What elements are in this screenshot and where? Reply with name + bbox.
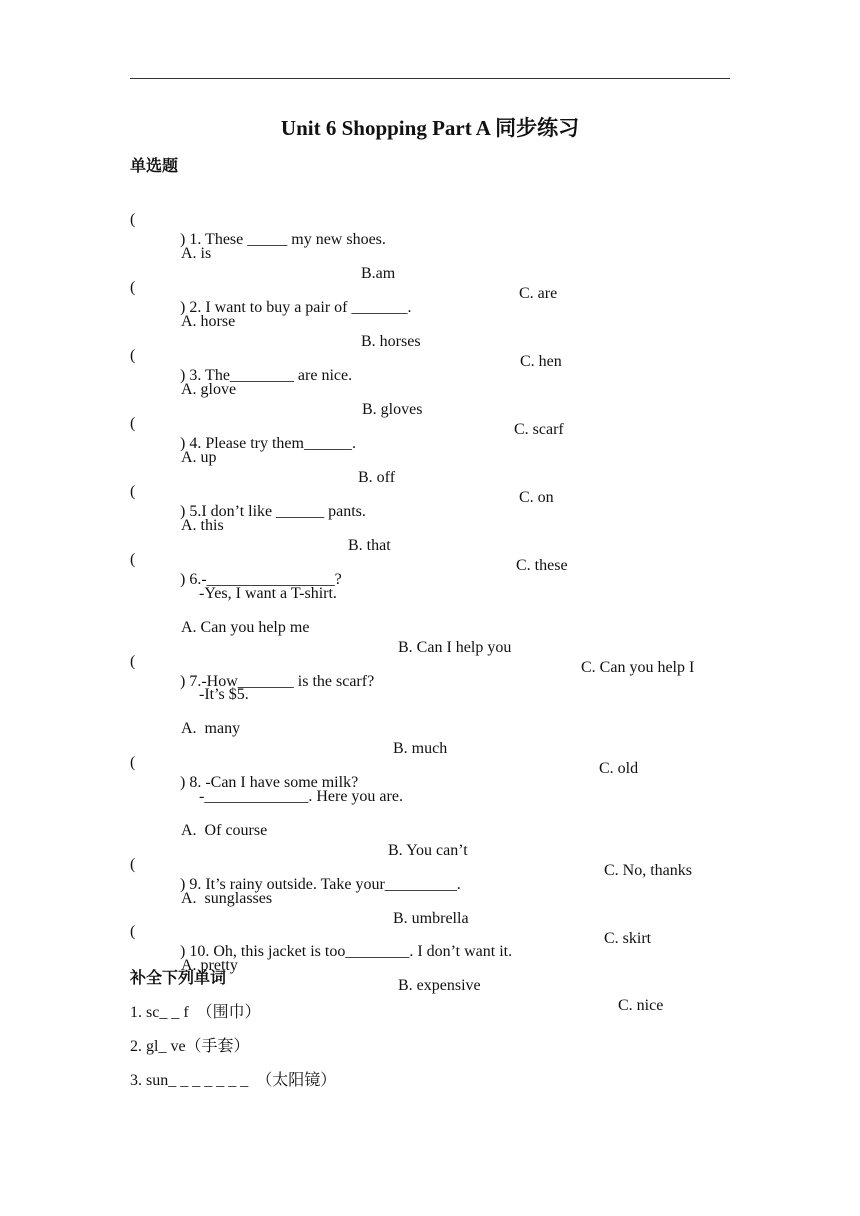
question-text: ) 6.-________________?	[180, 571, 342, 588]
option-b: B. horses	[361, 333, 421, 350]
spelling-item-2: 2. gl_ ve（手套）	[130, 1038, 250, 1055]
option-b: B. gloves	[362, 401, 423, 418]
option-a: A. Of course	[181, 822, 268, 839]
question-text: ) 5.I don’t like ______ pants.	[180, 503, 366, 520]
option-c: C. hen	[520, 353, 562, 370]
option-c: C. scarf	[514, 421, 564, 438]
question-text: ) 2. I want to buy a pair of _______.	[180, 299, 412, 316]
option-b: B. Can I help you	[398, 639, 512, 656]
option-b: B. that	[348, 537, 391, 554]
question-text: ) 4. Please try them______.	[180, 435, 356, 452]
header-rule	[130, 78, 730, 79]
option-b: B. You can’t	[388, 842, 468, 859]
option-c: C. these	[516, 557, 568, 574]
option-b: B. off	[358, 469, 396, 486]
page-title: Unit 6 Shopping Part A 同步练习	[280, 116, 580, 140]
option-a: A. glove	[181, 381, 237, 398]
option-b: B. expensive	[398, 977, 481, 994]
option-c: C. on	[519, 489, 554, 506]
option-c: C. are	[519, 285, 558, 302]
answer-paren: (	[130, 856, 136, 873]
option-c: C. No, thanks	[604, 862, 692, 879]
response-text: -Yes, I want a T-shirt.	[199, 585, 337, 602]
answer-paren: (	[130, 211, 136, 228]
section-heading-multiple-choice: 单选题	[130, 156, 179, 175]
answer-paren: (	[130, 415, 136, 432]
option-c: C. old	[599, 760, 639, 777]
answer-paren: (	[130, 279, 136, 296]
response-text: -_____________. Here you are.	[199, 788, 403, 805]
option-a: A. this	[181, 517, 224, 534]
option-a: A. up	[181, 449, 217, 466]
option-c: C. skirt	[604, 930, 652, 947]
option-a: A. many	[181, 720, 241, 737]
question-text: ) 10. Oh, this jacket is too________. I don’t want it.	[180, 943, 513, 960]
option-b: B.am	[361, 265, 396, 282]
option-c: C. Can you help I	[581, 659, 695, 676]
option-a: A. Can you help me	[181, 619, 310, 636]
question-text: ) 8. -Can I have some milk?	[180, 774, 359, 791]
answer-paren: (	[130, 923, 136, 940]
option-a: A. pretty	[181, 957, 238, 974]
question-text: ) 3. The________ are nice.	[180, 367, 353, 384]
question-text: ) 1. These _____ my new shoes.	[180, 231, 386, 248]
option-c: C. nice	[618, 997, 664, 1014]
section-heading-spelling: 补全下列单词	[130, 968, 227, 987]
answer-paren: (	[130, 754, 136, 771]
option-a: A. sunglasses	[181, 890, 273, 907]
answer-paren: (	[130, 653, 136, 670]
option-b: B. much	[393, 740, 448, 757]
option-b: B. umbrella	[393, 910, 469, 927]
spelling-item-1: 1. sc_ _ f （围巾）	[130, 1004, 261, 1021]
answer-paren: (	[130, 551, 136, 568]
spelling-item-3: 3. sun_ _ _ _ _ _ _ （太阳镜）	[130, 1072, 337, 1089]
question-text: ) 7.-How_______ is the scarf?	[180, 673, 375, 690]
option-a: A. horse	[181, 313, 236, 330]
option-a: A. is	[181, 245, 212, 262]
question-text: ) 9. It’s rainy outside. Take your_________.	[180, 876, 461, 893]
answer-paren: (	[130, 483, 136, 500]
response-text: -It’s $5.	[199, 686, 249, 703]
answer-paren: (	[130, 347, 136, 364]
